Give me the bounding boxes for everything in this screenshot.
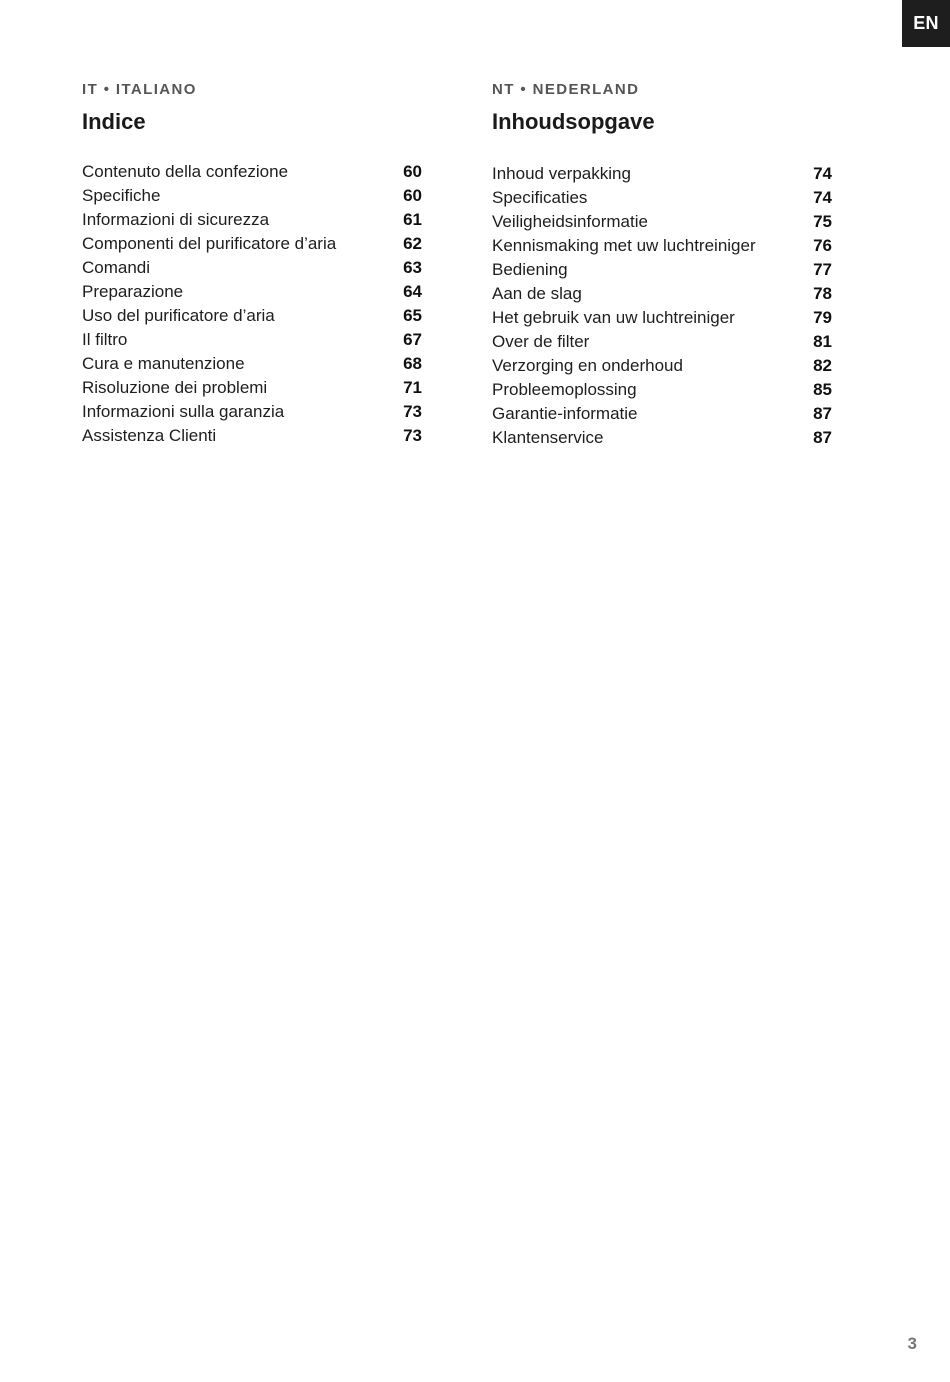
toc-entry-page: 87 <box>813 428 832 447</box>
toc-entry[interactable] <box>82 160 422 184</box>
toc-entry[interactable] <box>492 282 832 306</box>
toc-entry-page: 73 <box>403 426 422 445</box>
toc-entry-page: 63 <box>403 258 422 277</box>
section-title: Indice <box>82 109 146 134</box>
toc-entry[interactable] <box>82 376 422 400</box>
toc-entry[interactable] <box>492 402 832 426</box>
toc-entry-page: 61 <box>403 210 422 229</box>
toc-entry[interactable] <box>82 280 422 304</box>
toc-entry[interactable] <box>492 378 832 402</box>
page-number: 3 <box>907 1334 917 1353</box>
toc-entry-text: Klantenservice <box>492 428 604 447</box>
toc-entry-text: Garantie-informatie <box>492 404 638 423</box>
toc-entry-text: Probleemoplossing <box>492 380 637 399</box>
toc-entry[interactable] <box>492 162 832 186</box>
toc-entry-page: 64 <box>403 282 422 301</box>
toc-entry[interactable] <box>82 328 422 352</box>
toc-section-dutch <box>492 80 832 450</box>
toc-entry[interactable] <box>82 208 422 232</box>
toc-entry-text: Componenti del purificatore d’aria <box>82 234 337 253</box>
toc-entry-page: 68 <box>403 354 422 373</box>
toc-entry[interactable] <box>492 234 832 258</box>
toc-entry-page: 65 <box>403 306 422 325</box>
toc-entry[interactable] <box>82 184 422 208</box>
toc-section-italian <box>82 80 422 448</box>
toc-entry[interactable] <box>82 352 422 376</box>
toc-entry[interactable] <box>82 424 422 448</box>
toc-entry-text: Informazioni sulla garanzia <box>82 402 285 421</box>
toc-entry[interactable] <box>82 256 422 280</box>
toc-entry-text: Aan de slag <box>492 284 582 303</box>
toc-entry-page: 79 <box>813 308 832 327</box>
toc-entry[interactable] <box>492 210 832 234</box>
toc-entry-page: 71 <box>403 378 422 397</box>
toc-entry-page: 60 <box>403 186 422 205</box>
toc-entry[interactable] <box>82 400 422 424</box>
toc-entry[interactable] <box>492 306 832 330</box>
toc-entry-page: 60 <box>403 162 422 181</box>
toc-entry[interactable] <box>492 186 832 210</box>
toc-entry-page: 82 <box>813 356 832 375</box>
toc-entry-text: Veiligheidsinformatie <box>492 212 648 231</box>
toc-entry-text: Assistenza Clienti <box>82 426 217 445</box>
section-language-label: NT • NEDERLAND <box>492 81 640 98</box>
section-title: Inhoudsopgave <box>492 109 655 134</box>
language-tab-en[interactable]: EN <box>902 0 950 47</box>
toc-entry-text: Cura e manutenzione <box>82 354 245 373</box>
toc-entry-text: Uso del purificatore d’aria <box>82 306 275 325</box>
toc-entry-text: Il filtro <box>82 330 128 349</box>
toc-entry[interactable] <box>492 426 832 450</box>
toc-entry-text: Preparazione <box>82 282 184 301</box>
toc-entry-text: Kennismaking met uw luchtreiniger <box>492 236 756 255</box>
toc-entry-page: 73 <box>403 402 422 421</box>
toc-entry-text: Specificaties <box>492 188 588 207</box>
toc-entry-text: Het gebruik van uw luchtreiniger <box>492 308 735 327</box>
toc-entry-page: 87 <box>813 404 832 423</box>
toc-entry-text: Risoluzione dei problemi <box>82 378 268 397</box>
toc-entry-page: 75 <box>813 212 832 231</box>
toc-entry-text: Specifiche <box>82 186 161 205</box>
toc-list <box>492 162 832 450</box>
toc-entry-text: Inhoud verpakking <box>492 164 631 183</box>
section-language-label: IT • ITALIANO <box>82 81 197 98</box>
toc-entry-page: 76 <box>813 236 832 255</box>
toc-entry-page: 81 <box>813 332 832 351</box>
toc-entry-page: 85 <box>813 380 832 399</box>
toc-entry-text: Contenuto della confezione <box>82 162 289 181</box>
toc-entry[interactable] <box>492 258 832 282</box>
toc-entry[interactable] <box>82 304 422 328</box>
toc-entry-text: Verzorging en onderhoud <box>492 356 683 375</box>
toc-entry-text: Bediening <box>492 260 568 279</box>
toc-entry-page: 74 <box>813 188 832 207</box>
toc-list <box>82 160 422 448</box>
toc-entry[interactable] <box>82 232 422 256</box>
toc-entry-text: Informazioni di sicurezza <box>82 210 270 229</box>
toc-entry-page: 78 <box>813 284 832 303</box>
toc-entry-page: 77 <box>813 260 832 279</box>
toc-entry-page: 67 <box>403 330 422 349</box>
toc-entry-text: Over de filter <box>492 332 590 351</box>
toc-entry-page: 62 <box>403 234 422 253</box>
toc-entry-page: 74 <box>813 164 832 183</box>
toc-entry[interactable] <box>492 330 832 354</box>
toc-entry-text: Comandi <box>82 258 151 277</box>
toc-entry[interactable] <box>492 354 832 378</box>
